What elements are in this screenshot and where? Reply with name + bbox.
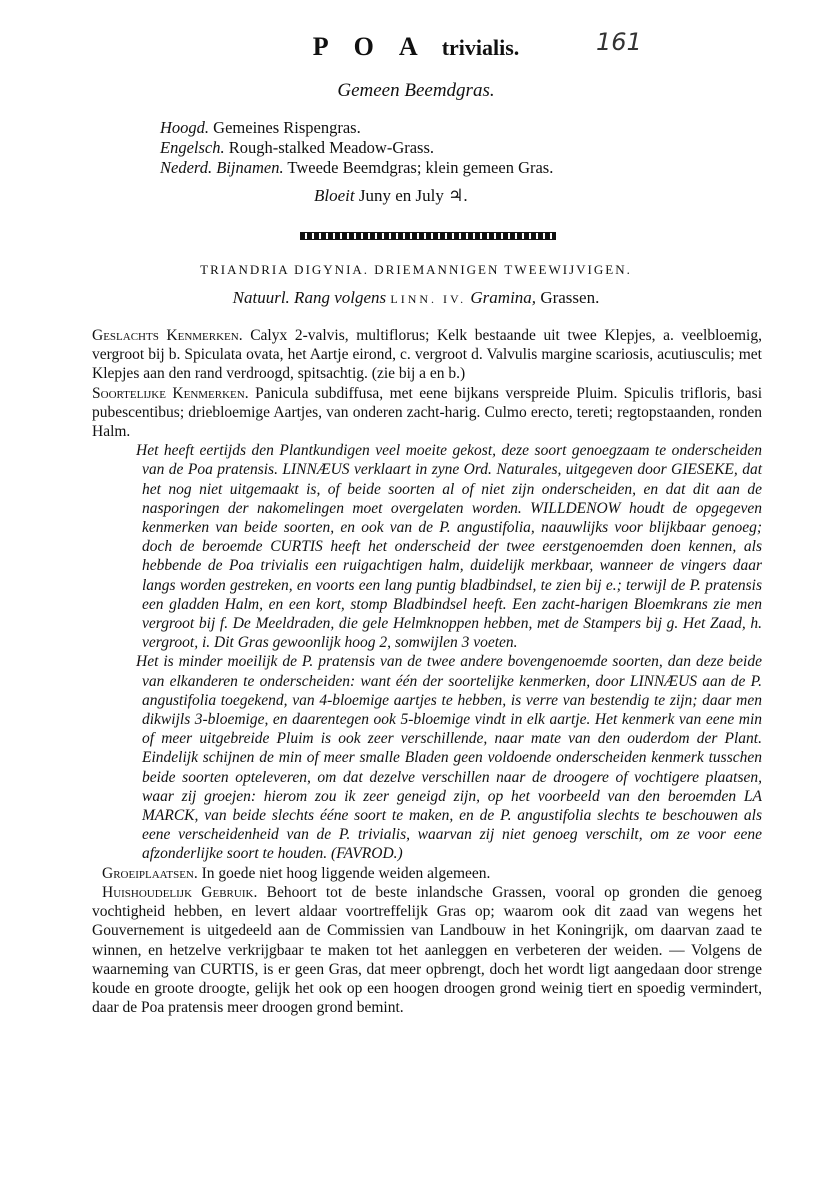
section-text: Calyx 2-valvis, multiflorus; Kelk bestaande uit twee Klepjes, a. veelbloemig, vergroot bij b. Spiculata ovata, het Aartje eirond, c. vergroot d. Valvulis margine scariosis, acutiusculis; met Klepjes aan den rand verdroogd, spitsachtig. (zie bij a en b.)	[92, 327, 762, 383]
title-genus: P O A	[312, 32, 428, 61]
section-geslachts	[92, 326, 762, 384]
name-line-engelsch	[160, 138, 553, 158]
section-text: Behoort tot de beste inlandsche Grassen, vooral op gronden die genoeg vochtigheid hebben, en levert aldaar voortreffelijk Gras op; waarom ook dit zaad van wegens het Gouvernement is uitgedeeld aan de Commissien van Landbouw in het Koningrijk, om daarvan zaad te winnen, en hetzelve verkrijgbaar te maken tot het aanleggen en verbeteren der weiden. — Volgens de waarneming van CURTIS, is er geen Gras, dat meer opbrengt, doch het wordt ligt aangedaan door strenge koude en groote droogte, gelijk het ook op een hoogen droogen grond weinig tiert en spoedig vermindert, daar de Poa pratensis meer droogen grond bemint.	[92, 883, 762, 1017]
rank-grassen: Grassen.	[540, 288, 600, 307]
body-text	[92, 326, 762, 1017]
natural-rank	[0, 288, 832, 308]
name-line-nederd	[160, 158, 553, 178]
linnaean-classification: TRIANDRIA DIGYNIA. DRIEMANNIGEN TWEEWIJVIGEN.	[200, 262, 632, 277]
section-huishoudelijk	[92, 883, 762, 1017]
vernacular-names	[160, 118, 553, 178]
paragraph-2: Het is minder moeilijk de P. pratensis van de twee andere bovengenoemde soorten, dan deze beide van elkanderen te onderscheiden: want één der soortelijke kenmerken, door LINNÆUS aan de P. angustifolia toegekend, van 4-bloemige aartjes te hebben, is verre van bestendig te zijn; daar men dikwijls 3-bloemige, en daarentegen ook 5-bloemige vindt in elk aartje. Het kenmerk van eene min of meer uitgebreide Pluim is ook zeer verschillende, naar mate van den ouderdom der Plant. Eindelijk schijnen de min of meer smalle Bladen geen voldoende onderscheiden kenmerk tusschen beide soorten opteleveren, om dat dezelve verschillen naar de droogere of vochtigere plaatsen, waar zij groejen: hierom zou ik zeer geneigd zijn, op het voorbeeld van den beroemden LA MARCK, van beide slechts ééne soort te maken, en de P. angustifolia slechts te beschouwen als eene verscheidenheid van de P. trivialis, waarvan zij niet genoeg verschilt, om ze voor eene afzonderlijke soort te houden. (FAVROD.)	[136, 653, 762, 863]
section-heading: Groeiplaatsen.	[102, 864, 198, 882]
name-text: Rough-stalked Meadow-Grass.	[228, 138, 435, 157]
page-subtitle: Gemeen Beemdgras.	[337, 80, 495, 101]
flowering-text: Juny en July ♃.	[358, 186, 468, 205]
section-soortelijke	[92, 384, 762, 442]
section-text: In goede niet hoog liggende weiden algemeen.	[201, 864, 491, 882]
paragraph-1: Het heeft eertijds den Plantkundigen veel moeite gekost, deze soort genoegzaam te onderscheiden van de Poa pratensis. LINNÆUS verklaart in zyne Ord. Naturales, uitgegeven door GIESEKE, dat het nog niet uitgemaakt is, of beide soorten al of niet zijn onderscheiden, en dat dit aan de nasporingen der nakomelingen moet overgelaten worden. WILLDENOW houdt de opgegeven kenmerken van beide soorten, en ook van de P. angustifolia, naauwlijks voor blijkbaar genoeg; doch de beroemde CURTIS heeft het onderscheid der twee eerstgenoemden doen kennen, als hebbende de Poa trivialis een ruigachtigen halm, duidelijk merkbaar, wanneer de vingers daar langs worden gestreken, en voorts een lang puntig bladbindsel, te zien bij e.; terwijl de P. pratensis een gladden Halm, en een kort, stomp Bladbindsel heeft. Een zacht-harigen Bloemkrans zie men vergroot bij f. De Meeldraden, die gele Helmknoppen hebben, met de Stampers bij g. Het Zaad, h. vergroot, i. Dit Gras gewoonlijk hoog 2, somwijlen 3 voeten.	[136, 442, 762, 652]
rank-linn: LINN. IV.	[390, 292, 467, 306]
name-text: Gemeines Rispengras.	[213, 118, 361, 137]
flowering-label: Bloeit	[314, 186, 355, 205]
name-label: Nederd. Bijnamen.	[160, 158, 284, 177]
title-species: trivialis.	[441, 35, 520, 60]
section-groeiplaatsen	[92, 864, 762, 883]
rank-gramina: Gramina,	[470, 288, 537, 307]
name-line-hoogd	[160, 118, 553, 138]
section-heading: Geslachts Kenmerken.	[92, 327, 243, 344]
flowering-time	[314, 186, 468, 206]
name-label: Hoogd.	[160, 118, 210, 137]
page-title	[0, 32, 832, 62]
name-label: Engelsch.	[160, 138, 225, 157]
section-heading: Huishoudelijk Gebruik.	[102, 883, 258, 901]
ornamental-rule	[300, 232, 556, 240]
section-text: Panicula subdiffusa, met eene bijkans verspreide Pluim. Spiculis trifloris, basi pubescentibus; driebloemige Aartjes, van onderen zacht-harig. Culmo erecto, tereti; regtopstaanden, ronden Halm.	[92, 384, 763, 441]
rank-prefix: Natuurl. Rang volgens	[232, 288, 387, 307]
name-text: Tweede Beemdgras; klein gemeen Gras.	[287, 158, 554, 177]
section-heading: Soortelijke Kenmerken.	[92, 384, 249, 402]
page-number: 161	[596, 28, 642, 56]
